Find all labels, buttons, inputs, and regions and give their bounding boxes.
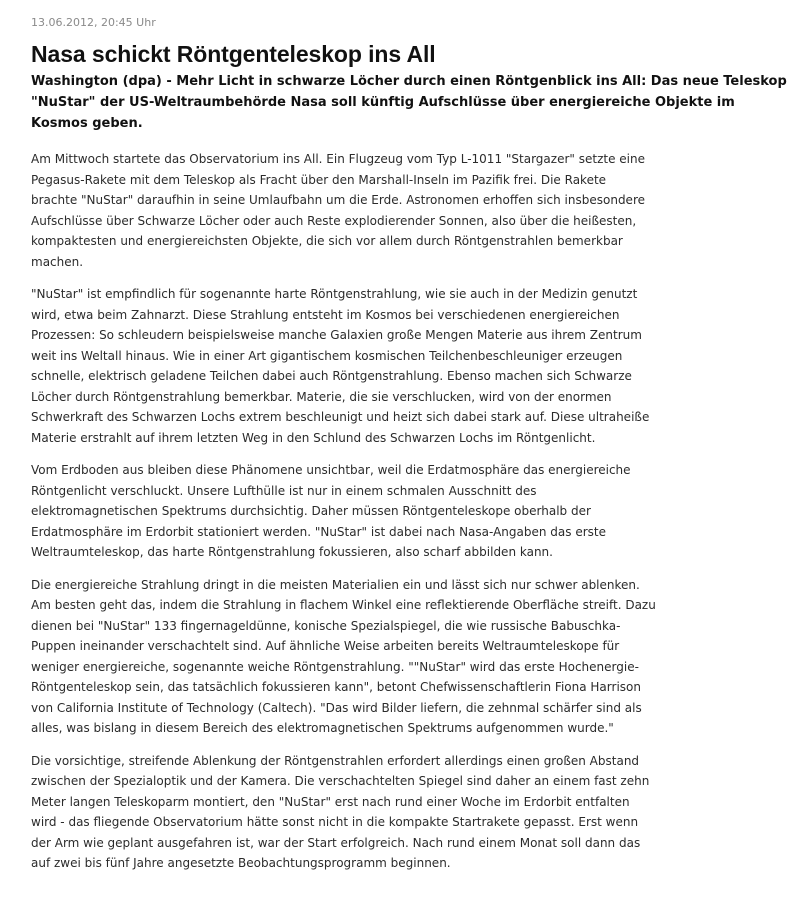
article bbox=[31, 0, 791, 886]
article-paragraph: Vom Erdboden aus bleiben diese Phänomene unsichtbar, weil die Erdatmosphäre das energiereiche Röntgenlicht verschluckt. Unsere Lufthülle ist nur in einem schmalen Ausschnitt des elektromagnetischen Spektrums durchsichtig. Daher müssen Röntgenteleskope oberhalb der Erdatmosphäre im Erdorbit stationiert werden. "NuStar" ist dabei nach Nasa-Angaben das erste Weltraumteleskop, das harte Röntgenstrahlung fokussieren, also scharf abbilden kann. bbox=[31, 463, 631, 559]
article-title: Nasa schickt Röntgenteleskop ins All bbox=[31, 41, 436, 67]
article-date: 13.06.2012, 20:45 Uhr bbox=[31, 16, 156, 29]
article-teaser: Washington (dpa) - Mehr Licht in schwarze Löcher durch einen Röntgenblick ins All: Das neue Teleskop "NuStar" der US-Weltraumbehörde Nasa soll künftig Aufschlüsse über energiereiche Objekte im Kosmos geben. bbox=[31, 74, 787, 131]
article-paragraph: Die energiereiche Strahlung dringt in die meisten Materialien ein und lässt sich nur schwer ablenken. Am besten geht das, indem die Strahlung in flachem Winkel eine reflektierende Oberfläche streift. Dazu dienen bei "NuStar" 133 fingernageldünne, konische Spezialspiegel, die wie russische Babuschka-Puppen ineinander verschachtelt sind. Auf ähnliche Weise arbeiten bereits Weltraumteleskope für weniger energiereiche, sogenannte weiche Röntgenstrahlung. ""NuStar" wird das erste Hochenergie-Röntgenteleskop sein, das tatsächlich fokussieren kann", betont Chefwissenschaftlerin Fiona Harrison von California Institute of Technology (Caltech). "Das wird Bilder liefern, die zehnmal schärfer sind als alles, was bislang in diesem Bereich des elektromagnetischen Spektrums aufgenommen wurde." bbox=[31, 577, 656, 735]
article-paragraph: Die vorsichtige, streifende Ablenkung der Röntgenstrahlen erfordert allerdings einen großen Abstand zwischen der Spezialoptik und der Kamera. Die verschachtelten Spiegel sind daher an einem fast zehn Meter langen Teleskoparm montiert, den "NuStar" erst nach rund einer Woche im Erdorbit entfalten wird - das fliegende Observatorium hätte sonst nicht in die kompakte Startrakete gepasst. Erst wenn der Arm wie geplant ausgefahren ist, war der Start erfolgreich. Nach rund einem Monat soll dann das auf zwei bis fünf Jahre angesetzte Beobachtungsprogramm beginnen. bbox=[31, 753, 650, 870]
article-paragraph: Am Mittwoch startete das Observatorium ins All. Ein Flugzeug vom Typ L-1011 "Stargazer" setzte eine Pegasus-Rakete mit dem Teleskop als Fracht über den Marshall-Inseln im Pazifik frei. Die Rakete brachte "NuStar" daraufhin in seine Umlaufbahn um die Erde. Astronomen erhoffen sich insbesondere Aufschlüsse über Schwarze Löcher oder auch Reste explodierender Sonnen, also über die heißesten, kompaktesten und energiereichsten Objekte, die sich vor allem durch Röntgenstrahlen bemerkbar machen. bbox=[31, 152, 645, 269]
article-body bbox=[31, 149, 656, 874]
article-paragraph: "NuStar" ist empfindlich für sogenannte harte Röntgenstrahlung, wie sie auch in der Medizin genutzt wird, etwa beim Zahnarzt. Diese Strahlung entsteht im Kosmos bei verschiedenen energiereichen Prozessen: So schleudern beispielsweise manche Galaxien große Mengen Materie aus ihrem Zentrum weit ins Weltall hinaus. Wie in einer Art gigantischem kosmischen Teilchenbeschleuniger erzeugen schnelle, elektrisch geladene Teilchen dabei auch Röntgenstrahlung. Ebenso machen sich Schwarze Löcher durch Röntgenstrahlung bemerkbar. Materie, die sie verschlucken, wird von der enormen Schwerkraft des Schwarzen Lochs extrem beschleunigt und heizt sich dabei stark auf. Diese ultraheiße Materie erstrahlt auf ihrem letzten Weg in den Schlund des Schwarzen Lochs im Röntgenlicht. bbox=[31, 287, 650, 445]
